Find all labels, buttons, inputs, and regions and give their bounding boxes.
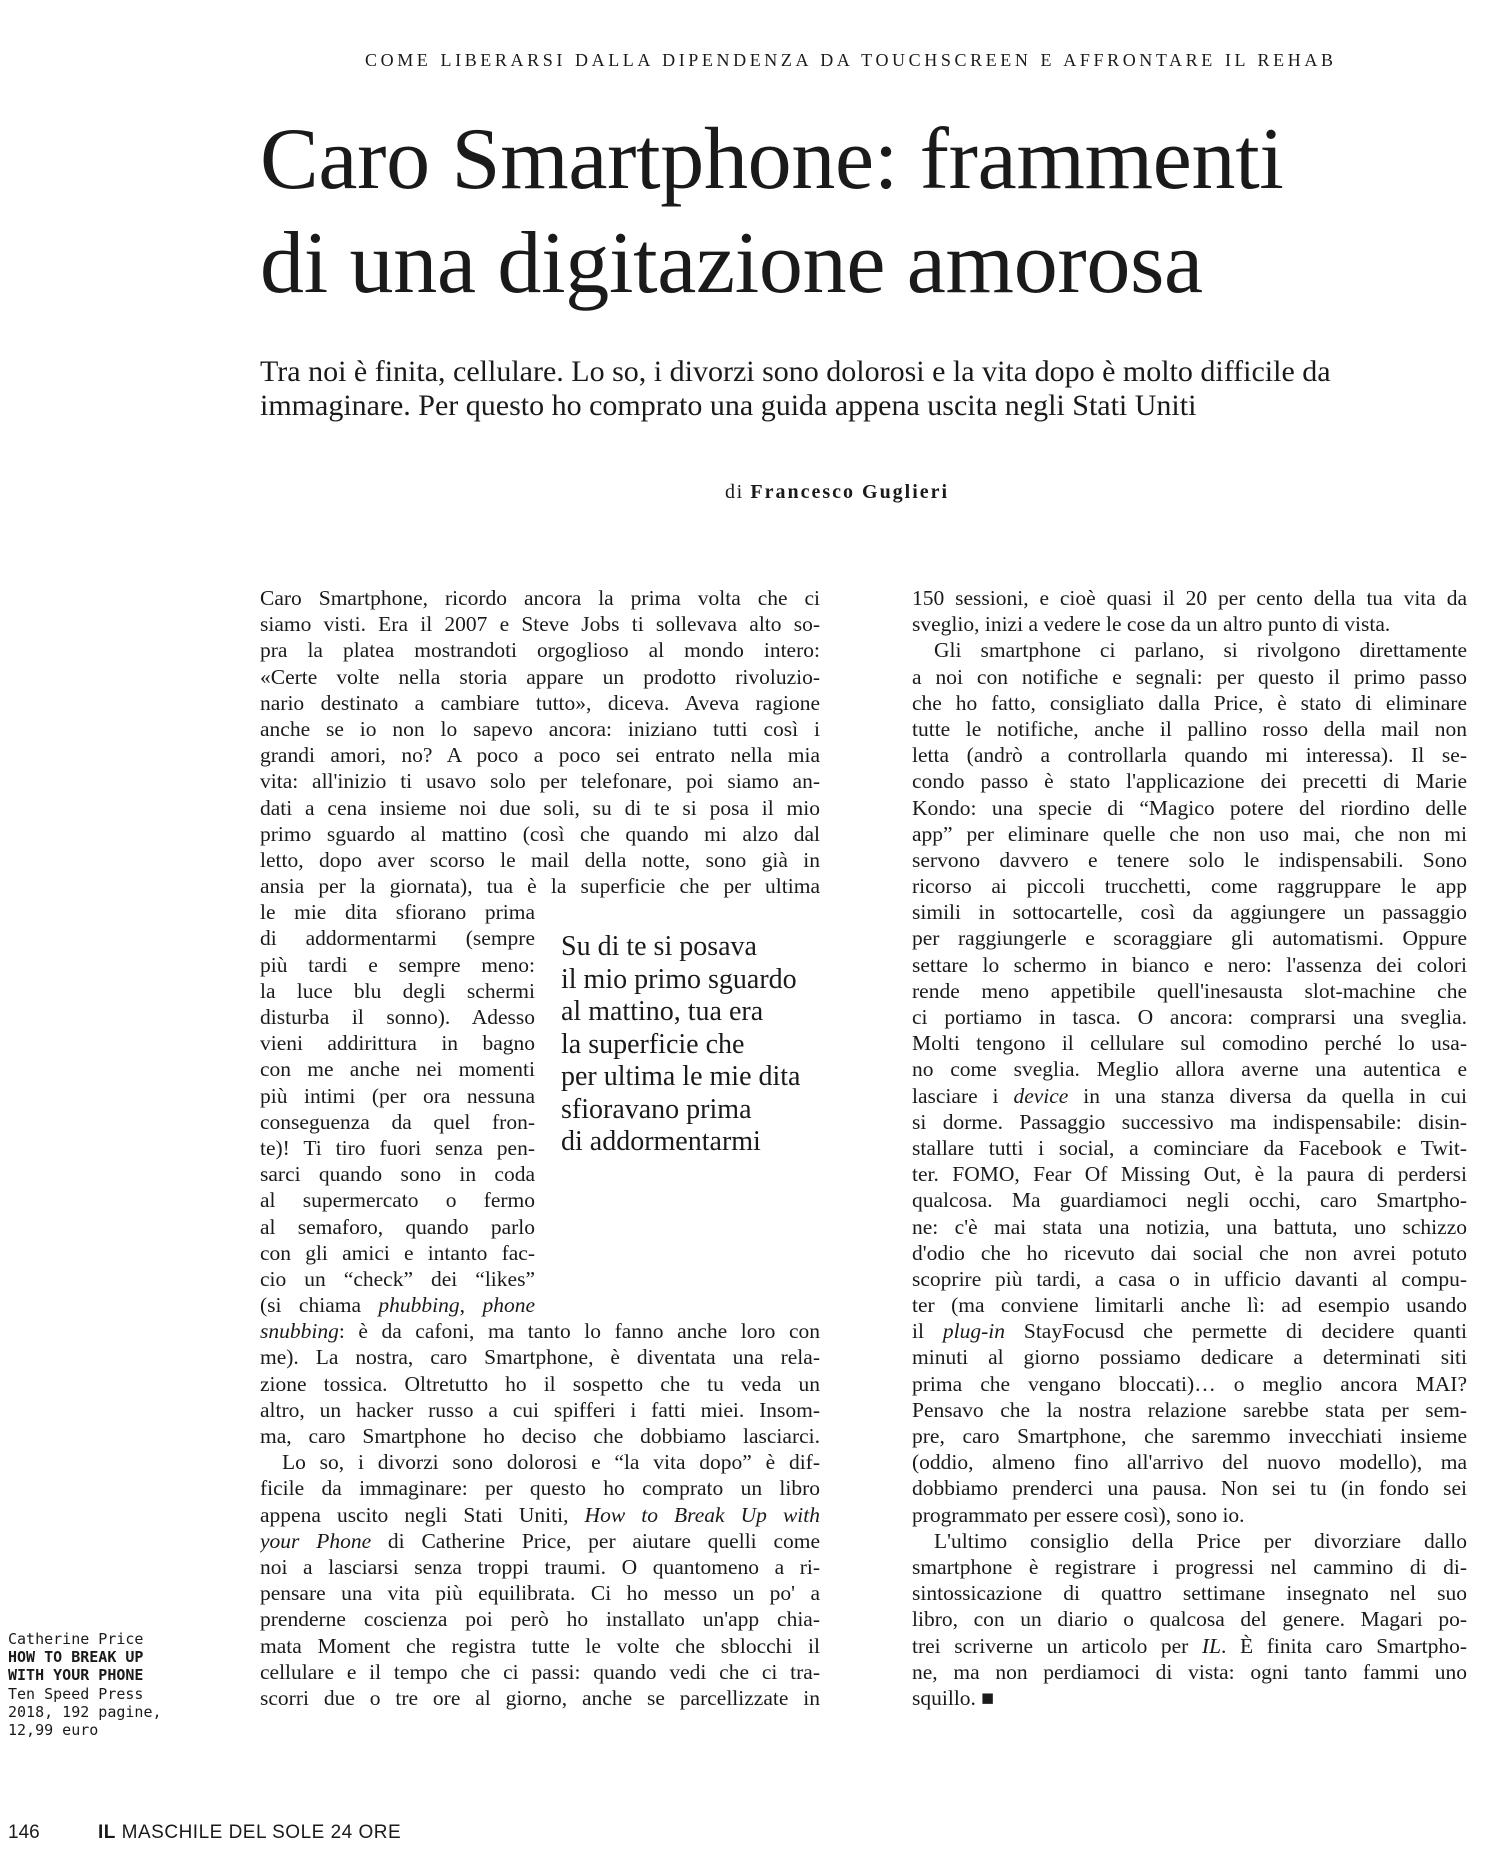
text-line: [260, 1318, 820, 1344]
text-line: [912, 1083, 1467, 1109]
text-line: Lo so, i divorzi sono dolorosi e “la vita dopo” è dif-: [282, 1450, 820, 1475]
text-line: L'ultimo consiglio della Price per divorziare dallo: [934, 1528, 1467, 1553]
text-line: prenderne coscienza poi però ho installato un'app chia-: [260, 1607, 820, 1632]
text-line: stallare tutti i social, a cominciare da Facebook e Twit-: [912, 1135, 1467, 1160]
text-line: «Certe volte nella storia appare un prodotto rivoluzio-: [260, 664, 820, 689]
text-line: si dorme. Passaggio successivo ma indispensabile: disin-: [912, 1109, 1467, 1134]
book-price: 12,99 euro: [8, 1721, 99, 1740]
magazine-name-rest: MASCHILE DEL SOLE 24 ORE: [115, 1822, 402, 1843]
text-line: dobbiamo prenderci una pausa. Non sei tu (in fondo sei: [912, 1476, 1467, 1501]
end-line: squillo. ■: [912, 1685, 995, 1710]
text-line: vita: all'inizio ti usavo solo per telefonare, poi siamo an-: [260, 769, 820, 794]
text-line: [912, 1633, 1467, 1659]
text-line: nario destinato a cambiare tutto», diceva. Aveva ragione: [260, 690, 820, 715]
deck-line: Tra noi è finita, cellulare. Lo so, i divorzi sono dolorosi e la vita dopo è molto difficile da: [260, 355, 1331, 388]
pull-quote-line: per ultima le mie dita: [561, 1061, 801, 1092]
text-line: dati a cena insieme noi due soli, su di te si posa il mio: [260, 795, 820, 820]
text-line: pra la platea mostrandoti orgoglioso al mondo intero:: [260, 638, 820, 663]
text-line: più tardi e sempre meno:: [260, 952, 535, 977]
text-line: smartphone è registrare i progressi nel cammino di di-: [912, 1554, 1467, 1579]
italic-term: phone: [482, 1293, 535, 1318]
text-line: altro, un hacker russo a cui spifferi i fatti miei. Insom-: [260, 1397, 820, 1422]
book-title: How to Break Up with: [584, 1502, 820, 1527]
italic-term: device: [1013, 1083, 1069, 1108]
text-line: ma, caro Smartphone ho deciso che dobbiamo lasciarci.: [260, 1424, 820, 1448]
text-line: tutte le notifiche, anche il pallino rosso della mail non: [912, 716, 1467, 741]
text-line: con me anche nei momenti: [260, 1057, 535, 1082]
text-line: conseguenza da quel fron-: [260, 1109, 535, 1134]
italic-term: phubbing: [378, 1293, 460, 1318]
text-run: trei scriverne un articolo per: [912, 1633, 1202, 1658]
pull-quote-line: sfioravano prima: [561, 1093, 752, 1125]
text-line: [912, 1318, 1467, 1344]
text-line: [260, 1528, 820, 1554]
text-run: di Catherine Price, per aiutare quelli come: [371, 1528, 820, 1553]
text-line: disturba il sonno). Adesso: [260, 1005, 535, 1029]
text-line: zione tossica. Oltretutto ho il sospetto che tu veda un: [260, 1371, 820, 1396]
text-line: di addormentarmi (sempre: [260, 926, 535, 951]
text-line: minuti al giorno possiamo dedicare a determinati siti: [912, 1345, 1467, 1370]
pull-quote-line: la superficie che: [561, 1028, 745, 1060]
text-line: siamo visti. Era il 2007 e Steve Jobs ti sollevava alto so-: [260, 612, 820, 637]
text-line: ci portiamo in tasca. O ancora: comprarsi una sveglia.: [912, 1005, 1467, 1029]
text-line: programmato per essere così), sono io.: [912, 1502, 1245, 1527]
text-line: la luce blu degli schermi: [260, 978, 535, 1003]
text-line: più intimi (per ora nessuna: [260, 1083, 535, 1108]
text-line: al supermercato o fermo: [260, 1188, 535, 1213]
text-line: d'odio che ho ricevuto dai social che non avrei potuto: [912, 1240, 1467, 1265]
deck-line: immaginare. Per questo ho comprato una guida appena uscita negli Stati Uniti: [260, 389, 1197, 422]
text-run: ,: [459, 1293, 483, 1318]
text-line: cellulare e il tempo che ci passi: quando vedi che ci tra-: [260, 1659, 820, 1684]
pull-quote: [561, 931, 800, 1159]
text-line: anche se io non lo sapevo ancora: iniziano tutti così i: [260, 716, 820, 741]
text-line: sintossicazione di quattro settimane insegnato nel suo: [912, 1581, 1467, 1606]
text-line: primo sguardo al mattino (così che quando mi alzo dal: [260, 821, 820, 846]
text-line: app” per eliminare quelle che non uso mai, che non mi: [912, 821, 1467, 846]
text-line: rende meno appetibile quell'inesausta slot-machine che: [912, 978, 1467, 1003]
text-line: settare lo schermo in bianco e nero: l'assenza dei colori: [912, 952, 1467, 977]
text-line: noi a lasciarsi senza troppi traumi. O quantomeno a ri-: [260, 1554, 820, 1579]
italic-term: IL: [1201, 1633, 1222, 1658]
headline-line: di una digitazione amorosa: [260, 215, 1203, 312]
text-line: condo passo è stato l'applicazione dei precetti di Marie: [912, 769, 1467, 794]
text-line: qualcosa. Ma guardiamoci negli occhi, caro Smartpho-: [912, 1188, 1467, 1213]
text-line: a noi con notifiche e segnali: per questo il primo passo: [912, 664, 1467, 689]
text-run: StayFocusd che permette di decidere quanti: [1004, 1319, 1467, 1344]
book-publisher: Ten Speed Press: [8, 1684, 144, 1703]
pull-quote-line: Su di te si posava: [561, 931, 757, 962]
text-line: prima che vengano bloccati)… o meglio ancora MAI?: [912, 1371, 1467, 1396]
text-line: servono davvero e tenere solo le indispensabili. Sono: [912, 847, 1467, 872]
text-line: ficile da immaginare: per questo ho comprato un libro: [260, 1476, 820, 1501]
pull-quote-line: di addormentarmi: [561, 1126, 761, 1157]
text-line: le mie dita sfiorano prima: [260, 900, 535, 925]
italic-term: snubbing: [260, 1319, 339, 1344]
text-line: Pensavo che la nostra relazione sarebbe stata per sem-: [912, 1397, 1467, 1422]
book-info-sidebar: [8, 1630, 162, 1739]
text-line: [260, 1292, 535, 1318]
text-line: libro, con un diario o qualcosa del genere. Magari po-: [912, 1607, 1467, 1632]
byline-author: Francesco Guglieri: [750, 481, 950, 503]
byline: [725, 481, 949, 504]
text-line: ansia per la giornata), tua è la superficie che per ultima: [260, 874, 820, 899]
book-details: 2018, 192 pagine,: [8, 1702, 162, 1721]
text-line: per raggiungerle e scoraggiare gli automatismi. Oppure: [912, 926, 1467, 951]
text-run: : è da cafoni, ma tanto lo fanno anche loro con: [338, 1319, 820, 1344]
headline: [260, 108, 1284, 316]
text-line: letto, dopo aver scorso le mail della notte, sono già in: [260, 847, 820, 872]
text-line: te)! Ti tiro fuori senza pen-: [260, 1135, 535, 1160]
text-line: ter. FOMO, Fear Of Missing Out, è la paura di perdersi: [912, 1162, 1467, 1187]
text-run: il: [912, 1319, 943, 1344]
text-line: (oddio, almeno fino all'arrivo del nuovo modello), ma: [912, 1450, 1467, 1475]
text-line: letta (andrò a controllarla quando mi interessa). Il se-: [912, 743, 1467, 768]
magazine-name: [98, 1822, 401, 1844]
text-run: . È finita caro Smartpho-: [1221, 1633, 1467, 1658]
text-line: me). La nostra, caro Smartphone, è diventata una rela-: [260, 1345, 820, 1370]
text-line: Gli smartphone ci parlano, si rivolgono direttamente: [934, 638, 1467, 663]
text-run: (si chiama: [260, 1293, 379, 1318]
text-line: scoprire più tardi, a casa o in ufficio davanti al compu-: [912, 1266, 1467, 1291]
text-line: ter (ma conviene limitarli anche lì: ad esempio usando: [912, 1293, 1467, 1318]
text-line: simili in sottocartelle, così da aggiungere un passaggio: [912, 900, 1467, 925]
book-title: WITH YOUR PHONE: [8, 1666, 144, 1685]
text-line: vieni addirittura in bagno: [260, 1031, 535, 1056]
text-line: no come sveglia. Meglio allora averne una autentica e: [912, 1057, 1467, 1082]
byline-prefix: di: [725, 481, 744, 503]
magazine-logo-il: IL: [98, 1822, 116, 1843]
text-line: pre, caro Smartphone, che saremmo invecchiati insieme: [912, 1424, 1467, 1448]
headline-line: Caro Smartphone: frammenti: [260, 111, 1284, 208]
pull-quote-line: il mio primo sguardo: [561, 963, 797, 995]
italic-term: plug-in: [942, 1319, 1005, 1344]
text-run: appena uscito negli Stati Uniti,: [260, 1502, 585, 1527]
text-run: lasciare i: [912, 1083, 1014, 1108]
text-line: Kondo: una specie di “Magico potere del riordino delle: [912, 795, 1467, 820]
text-line: con gli amici e intanto fac-: [260, 1240, 535, 1265]
pull-quote-line: al mattino, tua era: [561, 996, 764, 1027]
text-line: ne: c'è mai stata una notizia, una battuta, uno schizzo: [912, 1214, 1467, 1239]
text-line: grandi amori, no? A poco a poco sei entrato nella mia: [260, 743, 820, 768]
text-line: ne, ma non perdiamoci di vista: ogni tanto fammi uno: [912, 1659, 1467, 1684]
text-line: ricorso ai piccoli trucchetti, come raggruppare le app: [912, 874, 1467, 899]
text-line: sveglio, inizi a vedere le cose da un altro punto di vista.: [912, 612, 1391, 637]
text-line: scorri due o tre ore al giorno, anche se parcellizzate in: [260, 1685, 820, 1710]
deck: [260, 355, 1460, 423]
book-title: HOW TO BREAK UP: [8, 1648, 144, 1667]
text-line: che ho fatto, consigliato dalla Price, è stato di eliminare: [912, 690, 1467, 715]
text-line: 150 sessioni, e cioè quasi il 20 per cento della tua vita da: [912, 586, 1467, 610]
book-title: your Phone: [260, 1528, 372, 1553]
text-line: al semaforo, quando parlo: [260, 1214, 535, 1239]
body-column-2: [912, 585, 1467, 1711]
book-author: Catherine Price: [8, 1630, 144, 1648]
text-line: cio un “check” dei “likes”: [260, 1266, 535, 1291]
text-line: mata Moment che registra tutte le volte che sblocchi il: [260, 1633, 820, 1658]
text-line: Caro Smartphone, ricordo ancora la prima volta che ci: [260, 586, 820, 610]
kicker: COME LIBERARSI DALLA DIPENDENZA DA TOUCHSCREEN E AFFRONTARE IL REHAB: [365, 50, 1337, 70]
text-line: Molti tengono il cellulare sul comodino perché lo usa-: [912, 1031, 1467, 1056]
text-line: pensare una vita più equilibrata. Ci ho messo un po' a: [260, 1581, 820, 1606]
text-run: in una stanza diversa da quella in cui: [1068, 1083, 1467, 1108]
page-number: 146: [8, 1822, 40, 1843]
text-line: sarci quando sono in coda: [260, 1162, 535, 1187]
text-line: [260, 1502, 820, 1528]
